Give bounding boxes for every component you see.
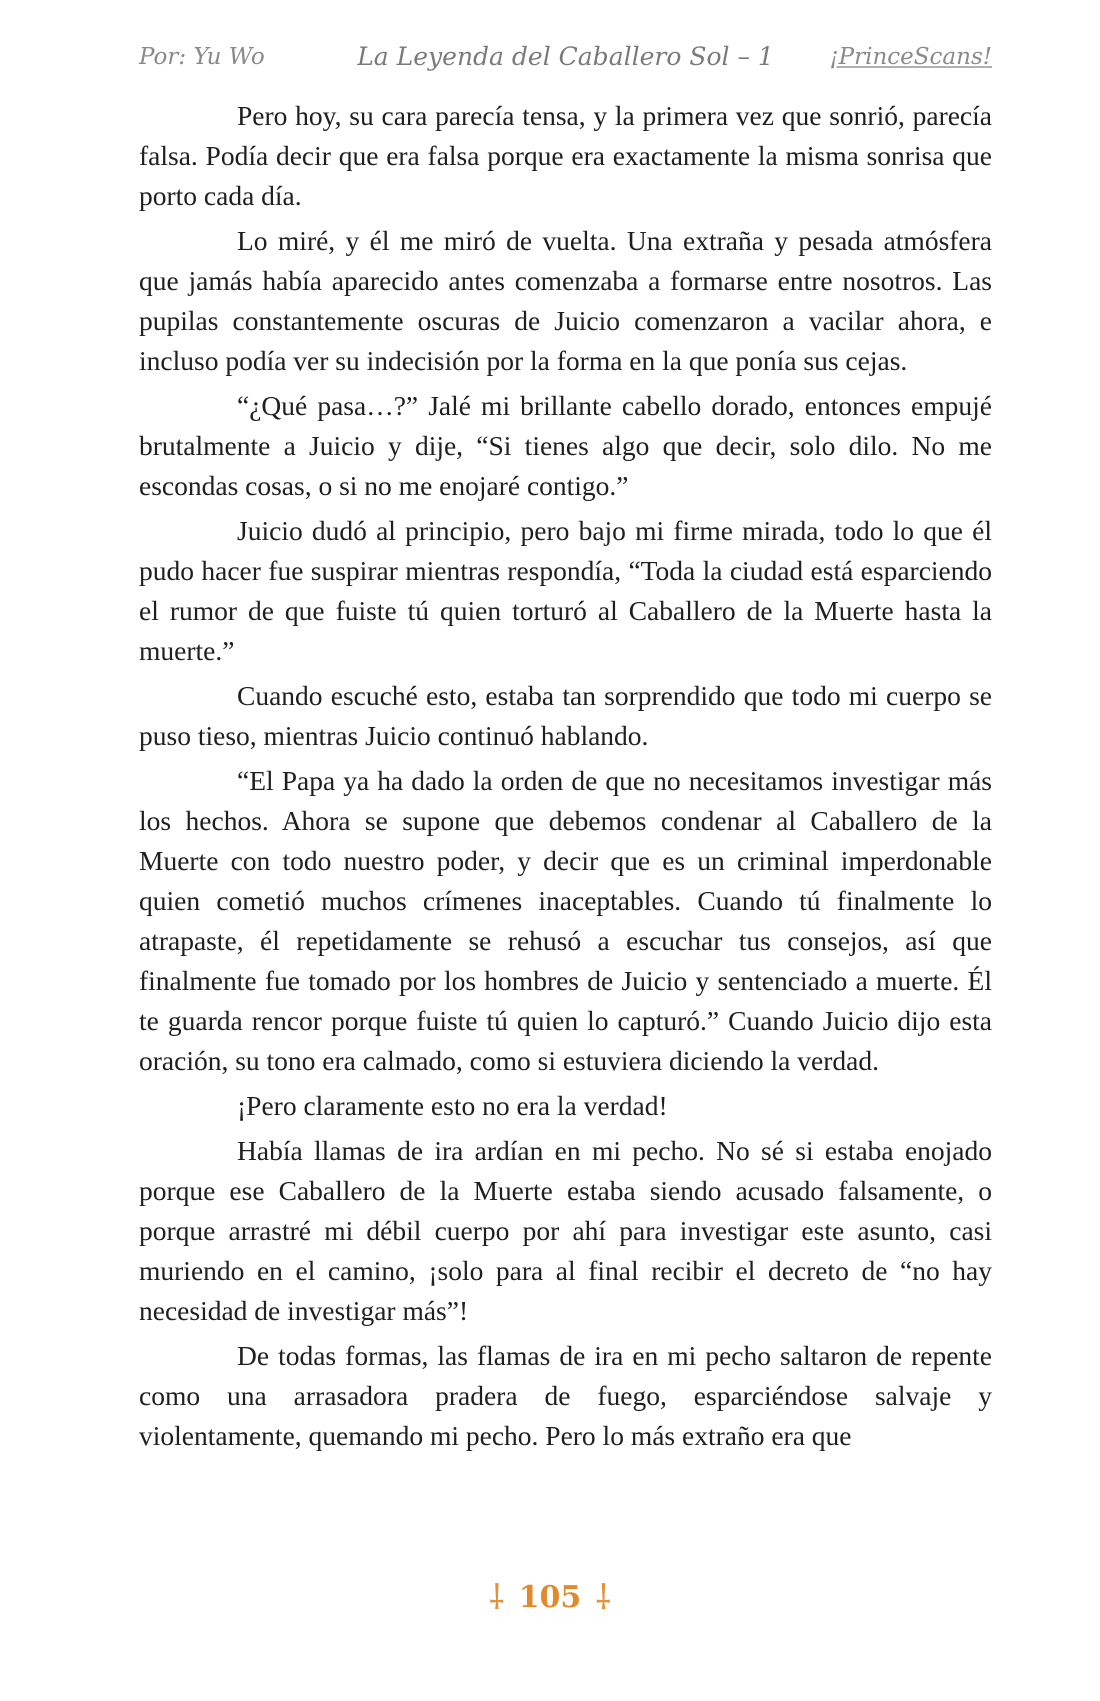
header-scanlator-link[interactable]: ¡PrinceScans! xyxy=(829,44,992,70)
paragraph: Pero hoy, su cara parecía tensa, y la primera vez que sonrió, parecía falsa. Podía decir que era falsa porque era exactamente la misma sonrisa que porto cada día. xyxy=(139,100,992,211)
paragraph: Juicio dudó al principio, pero bajo mi firme mirada, todo lo que él pudo hacer fue suspirar mientras respondía, “Toda la ciudad está esparciendo el rumor de que fuiste tú quien torturó al Caballero de la Muerte hasta la muerte.” xyxy=(139,515,992,666)
paragraph: “El Papa ya ha dado la orden de que no necesitamos investigar más los hechos. Ahora se supone que debemos condenar al Caballero de la Muerte con todo nuestro poder, y decir que es un criminal imperdonable quien cometió muchos crímenes inaceptables. Cuando tú finalmente lo atrapaste, él repetidamente se rehusó a escuchar tus consejos, así que finalmente fue tomado por los hombres de Juicio y sentenciado a muerte. Él te guarda rencor porque fuiste tú quien lo capturó.” Cuando Juicio dijo esta oración, su tono era calmado, como si estuviera diciendo la verdad. xyxy=(139,765,992,1076)
paragraph: De todas formas, las flamas de ira en mi pecho saltaron de repente como una arrasadora pradera de fuego, esparciéndose salvaje y violentamente, quemando mi pecho. Pero lo más extraño era que xyxy=(139,1340,992,1451)
paragraph: Había llamas de ira ardían en mi pecho. No sé si estaba enojado porque ese Caballero de la Muerte estaba siendo acusado falsamente, o porque arrastré mi débil cuerpo por ahí para investigar este asunto, casi muriendo en el camino, ¡solo para al final recibir el decreto de “no hay necesidad de investigar más”! xyxy=(139,1135,992,1326)
page-body xyxy=(139,96,992,1461)
header-author: Por: Yu Wo xyxy=(139,44,265,70)
paragraph: “¿Qué pasa…?” Jalé mi brillante cabello dorado, entonces empujé brutalmente a Juicio y dije, “Si tienes algo que decir, solo dilo. No me escondas cosas, o si no me enojaré contigo.” xyxy=(139,390,992,501)
page-footer xyxy=(0,1573,1100,1619)
paragraph: Cuando escuché esto, estaba tan sorprendido que todo mi cuerpo se puso tieso, mientras Juicio continuó hablando. xyxy=(139,680,992,751)
page-number: 105 xyxy=(518,1580,582,1615)
paragraph: Lo miré, y él me miró de vuelta. Una extraña y pesada atmósfera que jamás había aparecido antes comenzaba a formarse entre nosotros. Las pupilas constantemente oscuras de Juicio comenzaron a vacilar ahora, e incluso podía ver su indecisión por la forma en la que ponía sus cejas. xyxy=(139,225,992,376)
header-book-title: La Leyenda del Caballero Sol – 1 xyxy=(357,42,774,71)
dagger-ornament-icon: ⸸ xyxy=(595,1578,612,1618)
paragraph: ¡Pero claramente esto no era la verdad! xyxy=(237,1090,668,1121)
dagger-ornament-icon: ⸸ xyxy=(488,1578,505,1618)
running-header xyxy=(139,38,992,78)
